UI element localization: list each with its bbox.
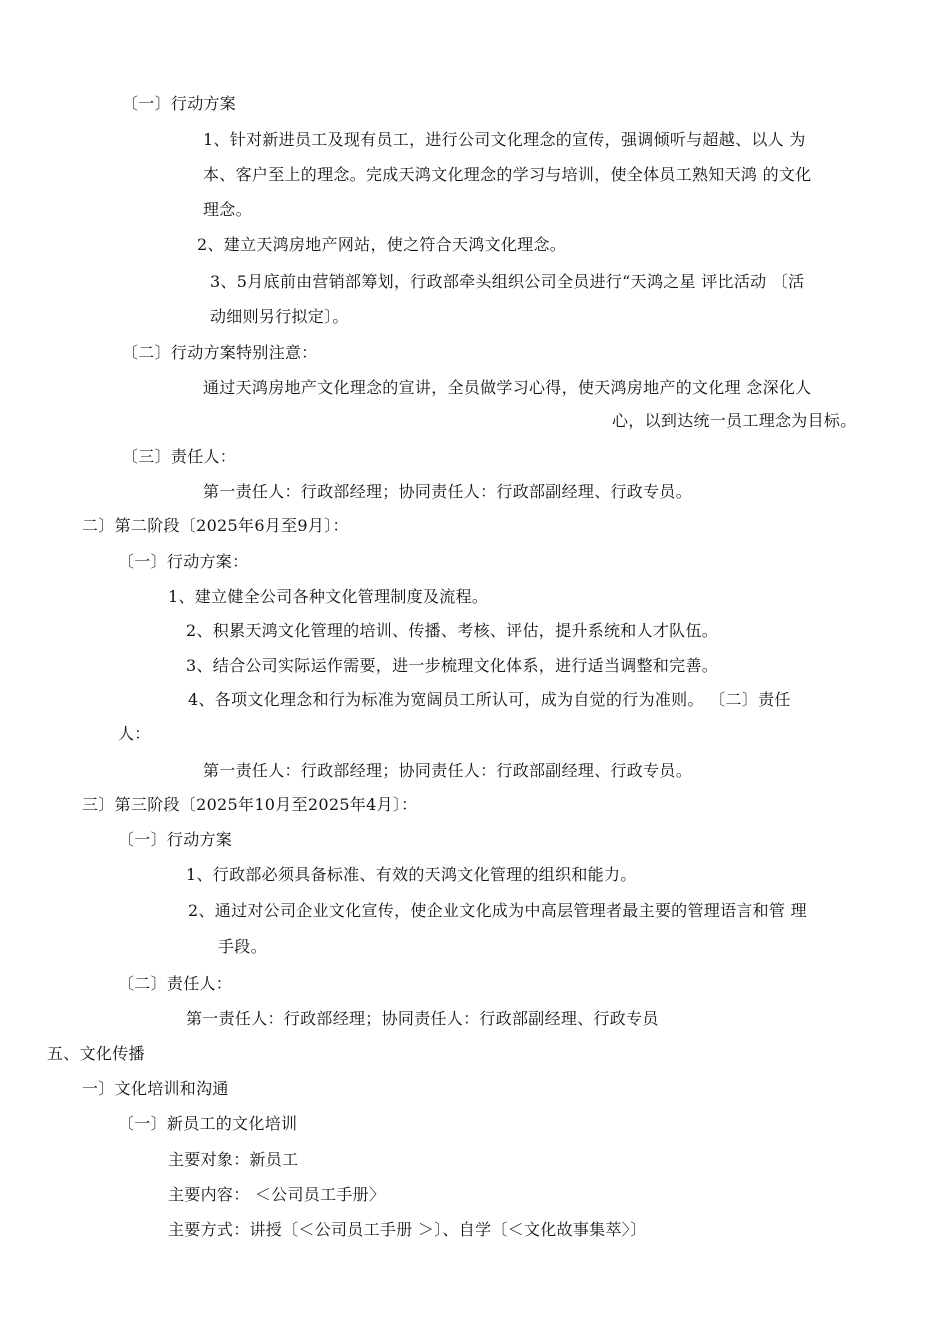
paragraph-line: 3、结合公司实际运作需要，进一步梳理文化体系，进行适当调整和完善。 [186,656,719,675]
stage-heading: 一〕文化培训和沟通 [82,1079,229,1098]
section-heading: 〔二〕责任人： [118,974,233,993]
paragraph-line: 4、各项文化理念和行为标准为宽阔员工所认可，成为自觉的行为准则。 〔二〕责任 [188,690,791,709]
paragraph-line: 主要内容： ＜公司员工手册〉 [168,1185,386,1204]
stage-heading: 三〕第三阶段〔2025年10月至2025年4月〕： [82,795,418,814]
paragraph-line: 2、通过对公司企业文化宣传，使企业文化成为中高层管理者最主要的管理语言和管 理 [188,901,807,920]
stage-heading: 二〕第二阶段〔2025年6月至9月〕： [82,516,349,535]
paragraph-line: 人： [118,724,151,743]
responsible-person-line: 第一责任人：行政部经理；协同责任人：行政部副经理、行政专员。 [203,761,693,780]
paragraph-line: 理念。 [203,200,252,219]
paragraph-line: 1、行政部必须具备标准、有效的天鸿文化管理的组织和能力。 [186,865,637,884]
responsible-person-line: 第一责任人：行政部经理；协同责任人：行政部副经理、行政专员。 [203,482,693,501]
section-heading: 〔一〕新员工的文化培训 [118,1114,298,1133]
chapter-heading: 五、文化传播 [47,1044,145,1063]
section-heading: 〔一〕行动方案 [118,830,233,849]
section-heading: 〔一〕行动方案： [118,552,249,571]
paragraph-line: 2、积累天鸿文化管理的培训、传播、考核、评估，提升系统和人才队伍。 [186,621,719,640]
section-heading: 〔一〕行动方案 [122,94,237,113]
paragraph-line: 1、针对新进员工及现有员工，进行公司文化理念的宣传，强调倾听与超越、以人 为 [203,130,806,149]
paragraph-line: 手段。 [218,937,267,956]
paragraph-line: 心，以到达统一员工理念为目标。 [612,411,857,430]
responsible-person-line: 第一责任人：行政部经理；协同责任人：行政部副经理、行政专员 [186,1009,659,1028]
paragraph-line: 动细则另行拟定〕。 [210,307,349,326]
paragraph-line: 主要方式：讲授〔＜公司员工手册 ＞〕、自学〔＜文化故事集萃〉〕 [168,1220,647,1239]
section-heading: 〔三〕责任人： [122,447,237,466]
section-heading: 〔二〕行动方案特别注意： [122,343,318,362]
paragraph-line: 主要对象：新员工 [168,1150,299,1169]
paragraph-line: 2、建立天鸿房地产网站，使之符合天鸿文化理念。 [197,235,567,254]
paragraph-line: 3、5月底前由营销部筹划，行政部牵头组织公司全员进行“天鸿之星 评比活动 〔活 [210,272,805,291]
paragraph-line: 本、客户至上的理念。完成天鸿文化理念的学习与培训，使全体员工熟知天鸿 的文化 [203,165,812,184]
paragraph-line: 通过天鸿房地产文化理念的宣讲，全员做学习心得，使天鸿房地产的文化理 念深化人 [203,378,812,397]
paragraph-line: 1、建立健全公司各种文化管理制度及流程。 [168,587,489,606]
